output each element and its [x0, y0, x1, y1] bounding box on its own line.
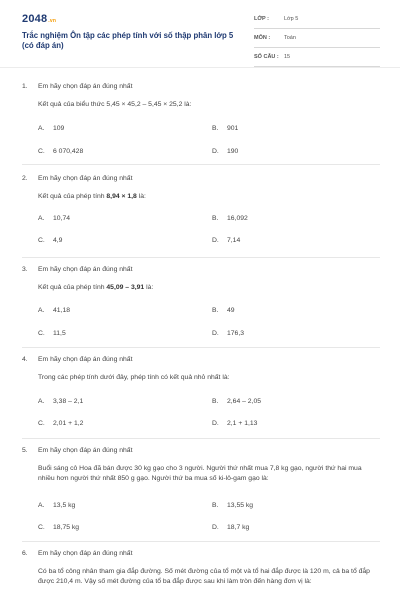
- option-a[interactable]: [38, 502, 75, 509]
- option-value: 901: [227, 125, 239, 132]
- meta-key: LỚP :: [254, 16, 269, 22]
- meta-value: Toán: [284, 35, 296, 41]
- question-text: [38, 100, 378, 110]
- meta-row-grade: [254, 13, 380, 29]
- option-d[interactable]: [212, 148, 238, 155]
- meta-value: 15: [284, 54, 291, 60]
- option-key: B.: [212, 125, 219, 132]
- question-number: 5.: [22, 447, 28, 454]
- option-key: C.: [38, 330, 45, 337]
- question-text-after: là:: [144, 284, 154, 291]
- header-divider: [0, 67, 400, 68]
- question-prompt: Em hãy chọn đáp án đúng nhất: [38, 175, 133, 182]
- question-text: [38, 373, 378, 383]
- option-d[interactable]: [212, 330, 244, 337]
- meta-key: SỐ CÂU :: [254, 54, 279, 60]
- option-key: C.: [38, 237, 45, 244]
- option-b[interactable]: [212, 307, 235, 314]
- option-value: 2,1 + 1,13: [227, 420, 258, 427]
- question-number: 6.: [22, 550, 28, 557]
- option-value: 18,7 kg: [227, 524, 250, 531]
- option-key: A.: [38, 307, 45, 314]
- option-key: B.: [212, 502, 219, 509]
- question-divider: [22, 347, 380, 348]
- option-value: 41,18: [53, 307, 71, 314]
- option-value: 6 070,428: [53, 148, 84, 155]
- option-a[interactable]: [38, 125, 64, 132]
- question-text-bold: 8,94 × 1,8: [106, 193, 137, 200]
- option-key: D.: [212, 330, 219, 337]
- option-key: D.: [212, 524, 219, 531]
- option-key: A.: [38, 215, 45, 222]
- option-b[interactable]: [212, 125, 238, 132]
- option-d[interactable]: [212, 420, 257, 427]
- question-text-before: Buổi sáng cô Hoa đã bán được 30 kg gạo cho 3 người. Người thứ nhất mua 7,8 kg gạo, người thứ hai mua nhiều hơn người thứ nhất 850 g gạo. Người thứ ba mua số ki-lô-gam gạo là:: [38, 465, 362, 482]
- question-text: [38, 192, 378, 202]
- question-prompt: Em hãy chọn đáp án đúng nhất: [38, 83, 133, 90]
- question-text-bold: 45,09 – 3,91: [106, 284, 145, 291]
- option-value: 16,092: [227, 215, 248, 222]
- meta-value: Lớp 5: [284, 16, 299, 22]
- question-text-before: Kết quả của phép tính: [38, 193, 107, 200]
- option-b[interactable]: [212, 502, 253, 509]
- option-value: 109: [53, 125, 65, 132]
- option-d[interactable]: [212, 524, 249, 531]
- option-key: D.: [212, 237, 219, 244]
- option-key: B.: [212, 215, 219, 222]
- question-divider: [22, 257, 380, 258]
- option-key: C.: [38, 524, 45, 531]
- option-a[interactable]: [38, 398, 83, 405]
- question-text: [38, 283, 378, 293]
- option-value: 10,74: [53, 215, 71, 222]
- option-b[interactable]: [212, 215, 248, 222]
- page-title: Trắc nghiệm Ôn tập các phép tính với số thập phân lớp 5 (có đáp án): [22, 31, 234, 50]
- question-prompt: Em hãy chọn đáp án đúng nhất: [38, 447, 133, 454]
- meta-row-subject: [254, 32, 380, 48]
- option-value: 3,38 – 2,1: [53, 398, 84, 405]
- option-b[interactable]: [212, 398, 261, 405]
- option-key: C.: [38, 420, 45, 427]
- question-number: 1.: [22, 83, 28, 90]
- option-c[interactable]: [38, 148, 83, 155]
- option-c[interactable]: [38, 330, 66, 337]
- option-a[interactable]: [38, 307, 70, 314]
- logo-sub: .vn: [48, 18, 57, 24]
- question-number: 4.: [22, 356, 28, 363]
- question-prompt: Em hãy chọn đáp án đúng nhất: [38, 356, 133, 363]
- option-key: B.: [212, 307, 219, 314]
- site-logo[interactable]: [22, 13, 56, 25]
- option-key: C.: [38, 148, 45, 155]
- option-key: A.: [38, 398, 45, 405]
- option-value: 2,01 + 1,2: [53, 420, 84, 427]
- option-value: 4,9: [53, 237, 63, 244]
- question-text-before: Kết quả của phép tính: [38, 284, 107, 291]
- option-value: 2,64 – 2,05: [227, 398, 262, 405]
- question-text: [38, 567, 378, 587]
- option-value: 7,14: [227, 237, 241, 244]
- option-c[interactable]: [38, 420, 83, 427]
- option-key: B.: [212, 398, 219, 405]
- option-a[interactable]: [38, 215, 70, 222]
- question-divider: [22, 541, 380, 542]
- option-value: 13,5 kg: [53, 502, 76, 509]
- question-number: 3.: [22, 266, 28, 273]
- option-value: 176,3: [227, 330, 245, 337]
- option-value: 190: [227, 148, 239, 155]
- question-text-before: Có ba tổ công nhân tham gia đắp đường. Số mét đường của tổ một và tổ hai đắp được là 120 m, cả ba tổ đắp được 210,4 m. Vậy số mét đường của tổ ba đắp được sau khi làm tròn đến hàng đơn vị là:: [38, 568, 370, 585]
- question-text-before: Kết quả của biểu thức 5,45 × 45,2 – 5,45 × 25,2 là:: [38, 101, 192, 108]
- meta-info: [254, 13, 380, 70]
- question-divider: [22, 438, 380, 439]
- question-divider: [22, 164, 380, 165]
- option-value: 49: [227, 307, 235, 314]
- question-prompt: Em hãy chọn đáp án đúng nhất: [38, 550, 133, 557]
- option-value: 11,5: [53, 330, 66, 337]
- question-text: [38, 464, 378, 484]
- option-key: A.: [38, 502, 45, 509]
- option-key: D.: [212, 420, 219, 427]
- meta-key: MÔN :: [254, 35, 271, 41]
- option-c[interactable]: [38, 237, 62, 244]
- option-c[interactable]: [38, 524, 79, 531]
- option-key: D.: [212, 148, 219, 155]
- question-text-before: Trong các phép tính dưới đây, phép tính có kết quả nhỏ nhất là:: [38, 374, 230, 381]
- option-key: A.: [38, 125, 45, 132]
- option-d[interactable]: [212, 237, 240, 244]
- page-header: [0, 0, 400, 66]
- logo-main: 2048: [22, 13, 48, 25]
- question-prompt: Em hãy chọn đáp án đúng nhất: [38, 266, 133, 273]
- question-text-after: là:: [136, 193, 146, 200]
- option-value: 13,55 kg: [227, 502, 254, 509]
- option-value: 18,75 kg: [53, 524, 80, 531]
- question-number: 2.: [22, 175, 28, 182]
- meta-row-count: [254, 51, 380, 67]
